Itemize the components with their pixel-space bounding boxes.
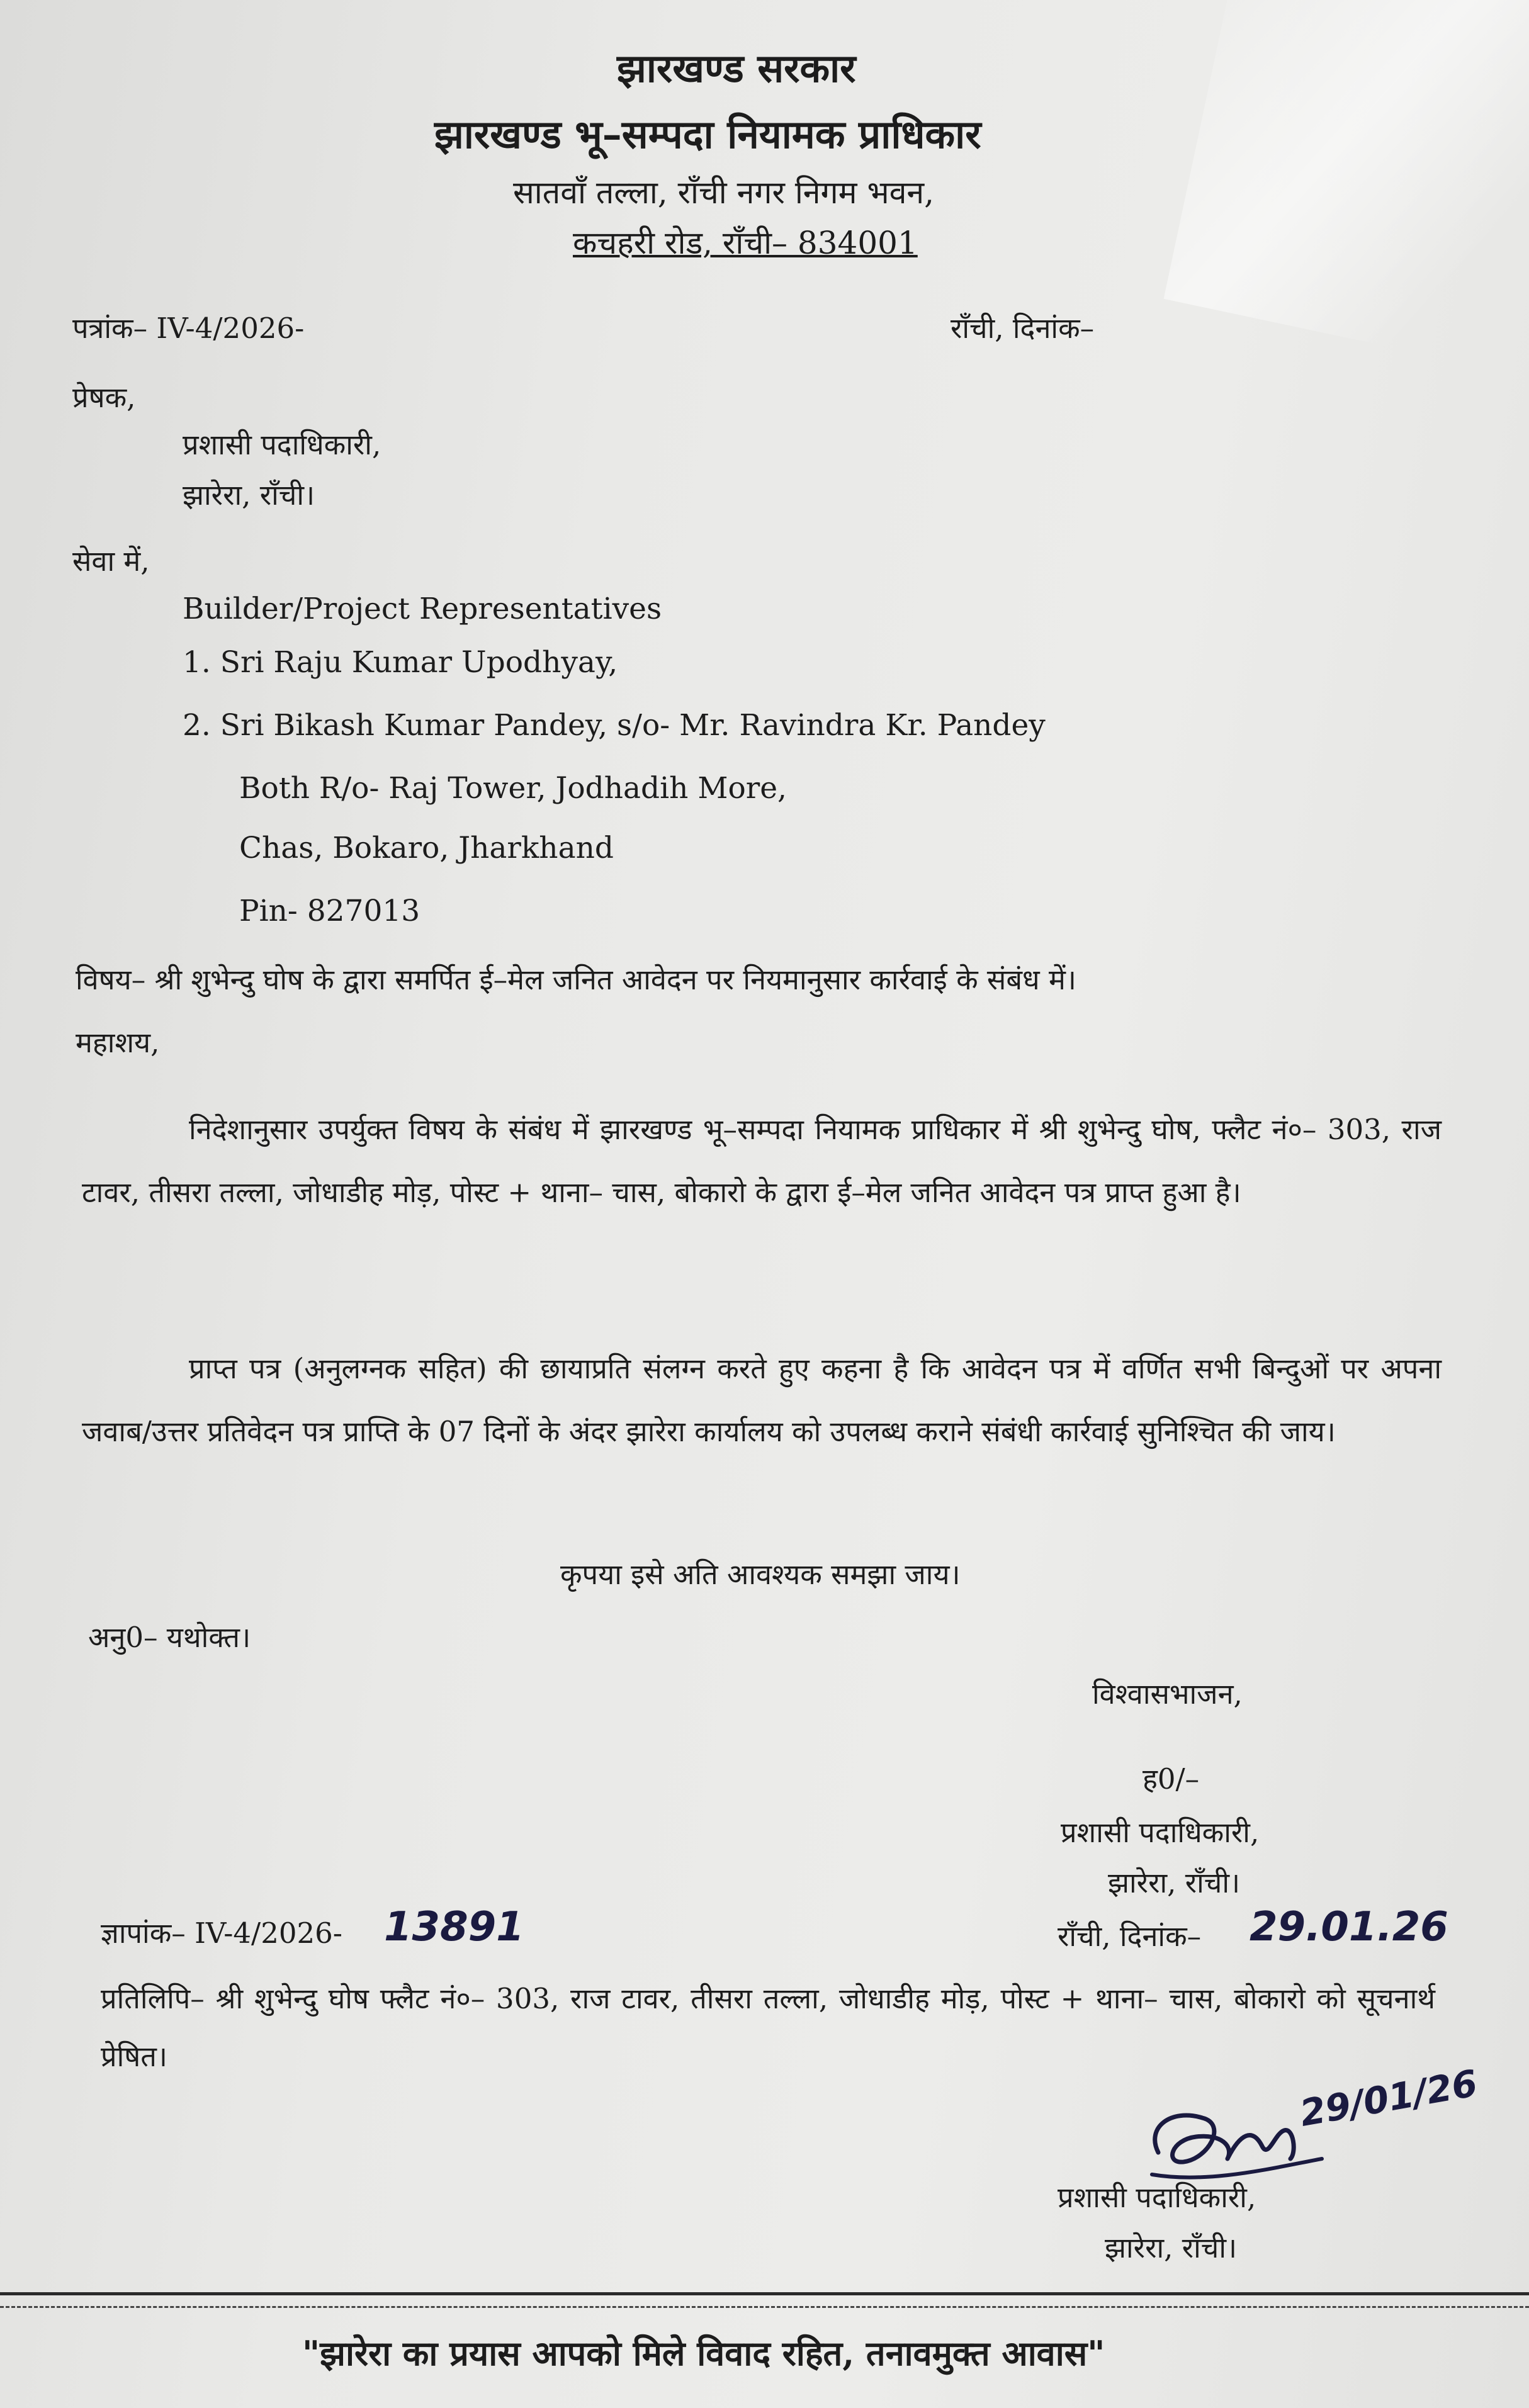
recipient-label: सेवा में, <box>72 544 150 578</box>
footer-slogan: "झारेरा का प्रयास आपको मिले विवाद रहित, तनावमुक्त आवास" <box>302 2333 1105 2373</box>
urgent-note: कृपया इसे अति आवश्यक समझा जाय। <box>560 1558 961 1591</box>
subject-line: विषय– श्री शुभेन्दु घोष के द्वारा समर्पित ई–मेल जनित आवेदन पर नियमानुसार कार्रवाई के संबंध में। <box>76 963 1076 996</box>
recipient-group: Builder/Project Representatives <box>183 592 662 626</box>
copy-to-text: प्रतिलिपि– श्री शुभेन्दु घोष फ्लैट नं०– 303, राज टावर, तीसरा तल्ला, जोधाडीह मोड़, पोस्ट + थाना– चास, बोकारो को सूचनार्थ प्रेषित। <box>101 1982 1435 2073</box>
signature-stroke <box>1155 2115 1294 2162</box>
closing-signed: ह0/– <box>1143 1762 1200 1796</box>
closing-office: झारेरा, राँची। <box>1108 1866 1241 1899</box>
letter-date-label: राँची, दिनांक– <box>951 312 1095 345</box>
header-address-line1: सातवाँ तल्ला, राँची नगर निगम भवन, <box>513 174 935 211</box>
recipient-line2: 2. Sri Bikash Kumar Pandey, s/o- Mr. Ravindra Kr. Pandey <box>183 708 1046 743</box>
recipient-pin: Pin- 827013 <box>239 894 420 928</box>
recipient-line4: Chas, Bokaro, Jharkhand <box>239 831 614 865</box>
signature-date-handwritten: 29/01/26 <box>1297 2061 1481 2135</box>
header-authority: झारखण्ड भू–सम्पदा नियामक प्राधिकार <box>434 111 981 157</box>
memo-number-label: ज्ञापांक– IV-4/2026- <box>101 1916 342 1950</box>
memo-date-label: राँची, दिनांक– <box>1058 1920 1202 1953</box>
recipient-line3: Both R/o- Raj Tower, Jodhadih More, <box>239 771 787 806</box>
enclosure-note: अनु0– यथोक्त। <box>88 1621 251 1654</box>
bottom-sign-office: झारेरा, राँची। <box>1105 2231 1238 2265</box>
light-glare <box>1164 0 1529 372</box>
header-address-line2: कचहरी रोड, राँची– 834001 <box>573 225 918 261</box>
salutation: महाशय, <box>76 1026 160 1059</box>
paragraph-2-text: प्राप्त पत्र (अनुलग्नक सहित) की छायाप्रति संलग्न करते हुए कहना है कि आवेदन पत्र में वर्णित सभी बिन्दुओं पर अपना जवाब/उत्तर प्रतिवेदन पत्र प्राप्ति के 07 दिनों के अंदर झारेरा कार्यालय को उपलब्ध कराने संबंधी कार्रवाई सुनिश्चित की जाय। <box>82 1352 1442 1448</box>
header-government: झारखण्ड सरकार <box>617 45 856 91</box>
memo-number-handwritten: 13891 <box>384 1904 524 1950</box>
sender-label: प्रेषक, <box>72 381 136 414</box>
closing-yours: विश्वासभाजन, <box>1092 1677 1243 1711</box>
footer-dashed-rule <box>0 2306 1529 2308</box>
paragraph-1-text: निदेशानुसार उपर्युक्त विषय के संबंध में झारखण्ड भू–सम्पदा नियामक प्राधिकार में श्री शुभेन्दु घोष, फ्लैट नं०– 303, राज टावर, तीसरा तल्ला, जोधाडीह मोड़, पोस्ट + थाना– चास, बोकारो के द्वारा ई–मेल जनित आवेदन पत्र प्राप्त हुआ है। <box>82 1113 1442 1209</box>
paragraph-2 <box>82 1337 1442 1463</box>
letter-number: पत्रांक– IV-4/2026- <box>72 312 305 345</box>
memo-date-handwritten: 29.01.26 <box>1250 1904 1448 1950</box>
footer-rule <box>0 2292 1529 2295</box>
closing-designation: प्रशासी पदाधिकारी, <box>1061 1816 1260 1849</box>
sender-office: झारेरा, राँची। <box>183 478 315 512</box>
bottom-sign-designation: प्रशासी पदाधिकारी, <box>1058 2181 1256 2214</box>
recipient-line1: 1. Sri Raju Kumar Upodhyay, <box>183 645 618 680</box>
sender-designation: प्रशासी पदाधिकारी, <box>183 428 381 461</box>
paragraph-1 <box>82 1098 1442 1224</box>
